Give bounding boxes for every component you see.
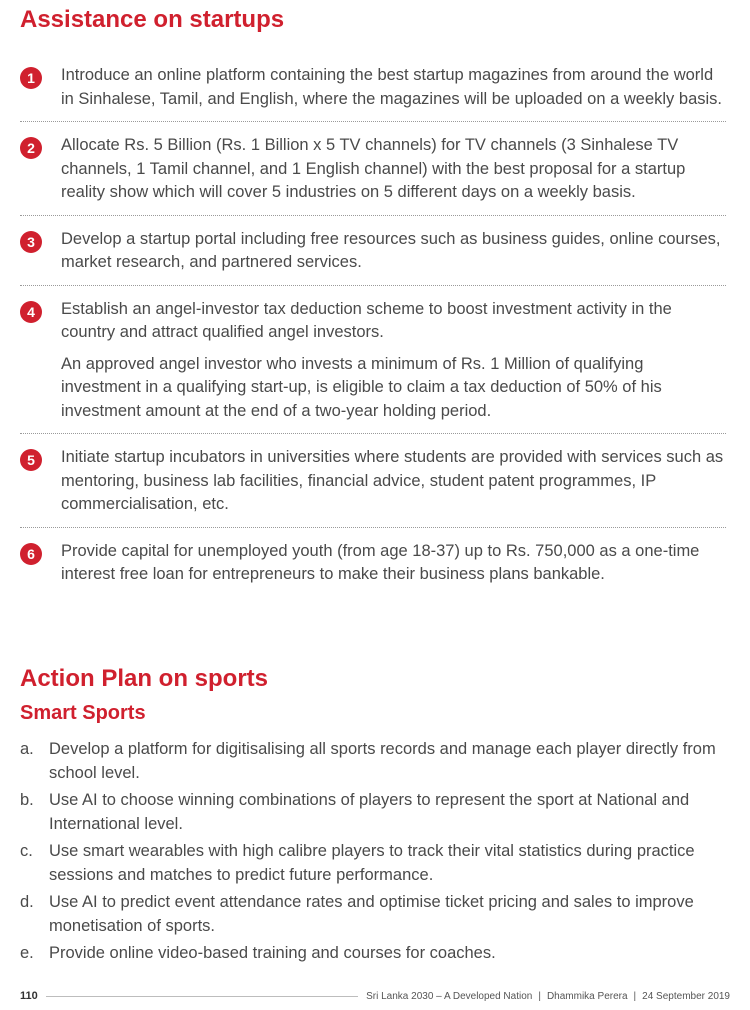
list-item [20,942,730,966]
list-item [20,891,730,938]
item-paragraph: Develop a startup portal including free resources such as business guides, online courses, market research, and partnered services. [61,229,721,271]
publication-date: 24 September 2019 [642,990,730,1002]
page-number: 110 [20,990,38,1002]
smart-sports-list [20,738,730,970]
item-paragraph: Introduce an online platform containing the best startup magazines from around the world in Sinhalese, Tamil, and English, where the magazines will be uploaded on a weekly basis. [61,66,722,108]
list-item [20,285,726,434]
item-text: Provide online video-based training and courses for coaches. [49,944,496,962]
list-item [20,789,730,836]
item-letter: e. [20,944,34,962]
item-paragraph: Initiate startup incubators in universities where students are provided with services such as mentoring, business lab facilities, financial advice, student patent programmes, IP commercialisation, etc. [61,448,724,513]
item-paragraph: An approved angel investor who invests a minimum of Rs. 1 Million of qualifying investment in a qualifying start-up, is eligible to claim a tax deduction of 50% of his investment amount at the end of a two-year holding period. [61,354,662,420]
section-subtitle-smart-sports: Smart Sports [20,702,146,724]
list-item [20,121,726,215]
list-item [20,433,726,527]
item-letter: a. [20,740,34,758]
footer-divider [46,996,358,997]
item-text: Use smart wearables with high calibre players to track their vital statistics during practice sessions and matches to predict future performance. [49,842,695,884]
section-title-sports: Action Plan on sports [20,665,269,692]
number-badge: 3 [20,231,42,253]
list-item [20,58,726,121]
number-badge: 5 [20,449,42,471]
item-letter: c. [20,842,33,860]
publication-title: Sri Lanka 2030 – A Developed Nation [366,990,533,1002]
list-item [20,527,726,597]
item-paragraph: Establish an angel-investor tax deduction scheme to boost investment activity in the country and attract qualified angel investors. [61,299,672,341]
list-item [20,215,726,285]
item-paragraph: Allocate Rs. 5 Billion (Rs. 1 Billion x 5 TV channels) for TV channels (3 Sinhalese TV channels, 1 Tamil channel, and 1 English channel) with the best proposal for a startup reality show which will cover 5 industries on 5 different days on a weekly basis. [61,136,686,201]
number-badge: 1 [20,67,42,89]
list-item [20,738,730,785]
footer-separator: | [633,990,637,1002]
page-footer [20,990,730,1002]
item-paragraph: Provide capital for unemployed youth (from age 18-37) up to Rs. 750,000 as a one-time interest free loan for entrepreneurs to make their business plans bankable. [61,541,700,583]
author-name: Dhammika Perera [546,990,628,1002]
number-badge: 6 [20,543,42,565]
item-text: Develop a platform for digitisalising all sports records and manage each player directly from school level. [49,740,716,782]
item-text: Use AI to predict event attendance rates and optimise ticket pricing and sales to improve monetisation of sports. [49,893,694,935]
item-letter: d. [20,893,34,911]
startup-measures-list [20,58,726,597]
list-item [20,840,730,887]
footer-separator: | [538,990,541,1002]
number-badge: 4 [20,301,42,323]
item-text: Use AI to choose winning combinations of players to represent the sport at National and International level. [49,791,690,833]
item-letter: b. [20,791,34,809]
section-title-startups: Assistance on startups [20,6,285,33]
number-badge: 2 [20,137,42,159]
